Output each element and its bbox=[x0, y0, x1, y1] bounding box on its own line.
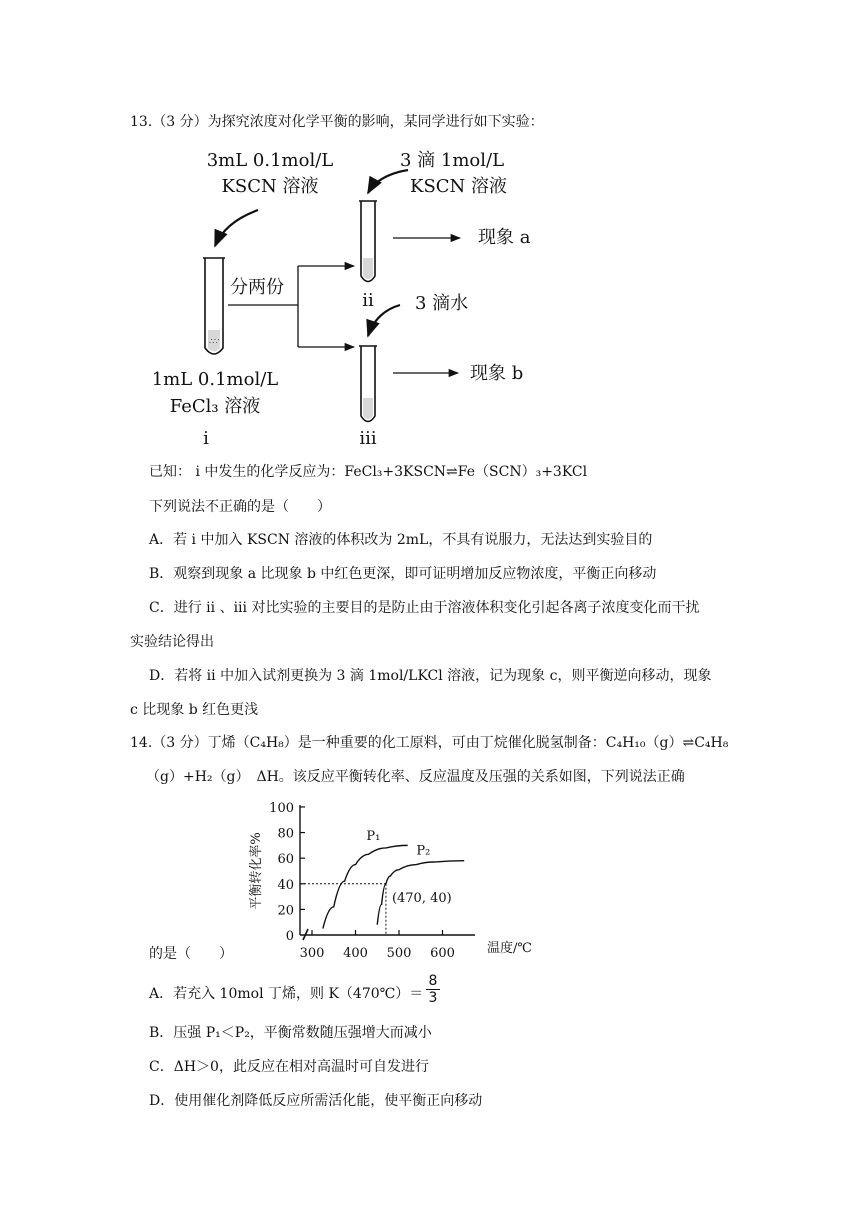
series-line-1 bbox=[323, 845, 408, 928]
q13-option-a: A．若 i 中加入 KSCN 溶液的体积改为 2mL，不具有说服力，无法达到实验目的 bbox=[149, 532, 653, 548]
y-tick-label: 0 bbox=[285, 929, 294, 944]
x-tick-label: 300 bbox=[299, 946, 325, 961]
x-axis-label: 温度/℃ bbox=[487, 941, 532, 956]
reagent-i-top-line1: 3mL 0.1mol/L bbox=[206, 150, 334, 171]
phenomenon-a: 现象 a bbox=[478, 227, 531, 248]
y-tick-label: 60 bbox=[277, 852, 294, 868]
q14-option-c: C．ΔH＞0，此反应在相对高温时可自发进行 bbox=[149, 1059, 429, 1075]
q13-ask: 下列说法不正确的是（ ） bbox=[149, 499, 331, 515]
q13-option-c-line1: C．进行 ii 、iii 对比实验的主要目的是防止由于溶液体积变化引起各离子浓度变化而干扰 bbox=[149, 600, 700, 616]
q14-stem-line3: 的是（ ） bbox=[149, 946, 233, 962]
phenomenon-b: 现象 b bbox=[470, 363, 524, 384]
test-tube-iii bbox=[359, 346, 377, 422]
q14-option-d: D．使用催化剂降低反应所需活化能，使平衡正向移动 bbox=[149, 1093, 483, 1109]
reagent-ii-line1: 3 滴 1mol/L bbox=[400, 150, 505, 171]
q14-option-a-fraction bbox=[426, 973, 440, 1006]
reagent-i-top-line2: KSCN 溶液 bbox=[221, 176, 319, 197]
tube-i-contents-line2: FeCl₃ 溶液 bbox=[169, 396, 261, 417]
x-tick-label: 400 bbox=[343, 946, 368, 961]
q13-option-d-line1: D．若将 ii 中加入试剂更换为 3 滴 1mol/LKCl 溶液，记为现象 c，则平衡逆向移动，现象 bbox=[149, 668, 712, 684]
annotation-label: (470, 40) bbox=[391, 890, 452, 906]
q13-option-c-line2: 实验结论得出 bbox=[130, 634, 214, 650]
q13-option-d-line2: c 比现象 b 红色更浅 bbox=[130, 702, 259, 718]
q14-chart bbox=[225, 795, 545, 975]
y-tick-label: 80 bbox=[277, 826, 294, 842]
y-tick-label: 40 bbox=[277, 877, 294, 893]
svg-text:∴∵: ∴∵ bbox=[209, 337, 220, 346]
tube-i-contents-line1: 1mL 0.1mol/L bbox=[151, 369, 279, 390]
test-tube-ii bbox=[359, 201, 377, 282]
series-label-1: P₁ bbox=[366, 829, 381, 845]
series-label-2: P₂ bbox=[416, 843, 431, 859]
label-iii: iii bbox=[359, 428, 377, 449]
x-tick-label: 600 bbox=[430, 946, 455, 961]
y-tick-label: 100 bbox=[269, 800, 294, 816]
q14-stem-line2: （g）+H₂（g） ΔH。该反应平衡转化率、反应温度及压强的关系如图，下列说法正确 bbox=[146, 769, 685, 785]
q13-known: 已知： i 中发生的化学反应为：FeCl₃+3KSCN⇌Fe（SCN）₃+3KCl bbox=[149, 464, 588, 480]
q13-option-b: B．观察到现象 a 比现象 b 中红色更深，即可证明增加反应物浓度，平衡正向移动 bbox=[149, 566, 657, 582]
q14-option-a bbox=[149, 984, 423, 1004]
q14-stem-line1: 14.（3 分）丁烯（C₄H₈）是一种重要的化工原料，可由丁烷催化脱氢制备：C₄H₁₀（g）⇌C₄H₈ bbox=[130, 735, 729, 751]
split-label: 分两份 bbox=[230, 277, 284, 298]
q14-option-a-text: A．若充入 10mol 丁烯，则 K（470℃）＝ bbox=[149, 986, 424, 1002]
y-tick-label: 20 bbox=[277, 903, 294, 919]
test-tube-i bbox=[203, 258, 225, 354]
fraction-denominator: 3 bbox=[428, 990, 438, 1006]
x-tick-label: 500 bbox=[386, 946, 412, 961]
q14-option-b: B．压强 P₁＜P₂，平衡常数随压强增大而减小 bbox=[149, 1025, 432, 1041]
q13-diagram-svg bbox=[0, 0, 860, 480]
reagent-ii-line2: KSCN 溶液 bbox=[410, 176, 508, 197]
fraction-numerator: 8 bbox=[426, 973, 440, 990]
q13-stem: 13.（3 分）为探究浓度对化学平衡的影响，某同学进行如下实验： bbox=[130, 114, 544, 130]
label-i: i bbox=[203, 428, 209, 449]
label-ii: ii bbox=[362, 290, 374, 311]
reagent-iii: 3 滴水 bbox=[415, 293, 469, 314]
y-axis-label: 平衡转化率% bbox=[249, 832, 264, 910]
